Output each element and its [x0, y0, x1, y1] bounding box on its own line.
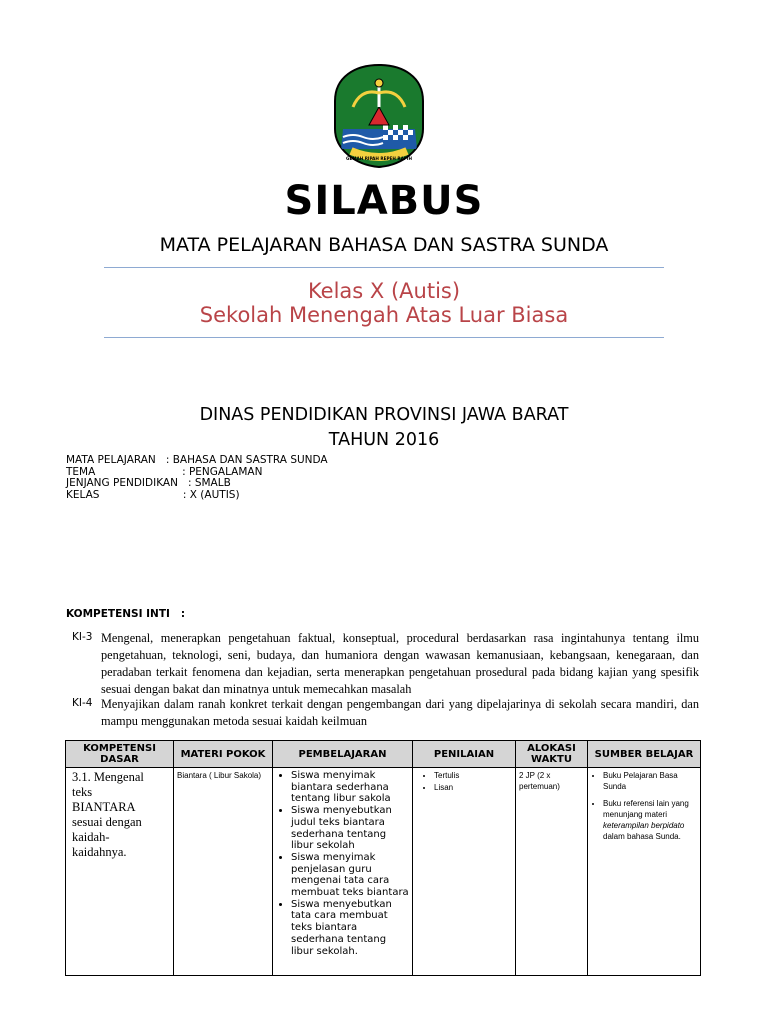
list-item: • Siswa menyimak penjelasan guru mengenai tata cara membuat teks biantara — [291, 852, 409, 899]
info-row: MATA PELAJARAN : BAHASA DAN SASTRA SUNDA — [66, 454, 328, 466]
department-label: DINAS PENDIDIKAN PROVINSI JAWA BARAT — [199, 405, 569, 425]
table-row — [66, 768, 701, 976]
divider-bottom — [104, 337, 664, 338]
info-row: JENJANG PENDIDIKAN : SMALB — [66, 477, 231, 489]
main-material-cell: Biantara ( Libur Sakola) — [174, 768, 273, 976]
column-header: SUMBER BELAJAR — [588, 741, 701, 768]
info-row: KELAS : X (AUTIS) — [66, 488, 240, 501]
ki-text: Menyajikan dalam ranah konkret terkait dengan pengembangan dari yang dipelajarinya di sekolah secara mandiri, dan mampu menggunakan metoda sesuai kaidah keilmuan — [101, 697, 699, 728]
school-label: Sekolah Menengah Atas Luar Biasa — [199, 303, 569, 327]
time-allocation-cell: 2 JP (2 x pertemuan) — [516, 768, 588, 976]
ki-code: KI-3 — [72, 631, 93, 643]
seal-motto: GEMAH RIPAH REPEH RAPIH — [346, 156, 412, 161]
list-item: • Buku referensi lain yang menunjang materi keterampilan berpidato dalam bahasa Sunda. — [603, 798, 697, 842]
syllabus-table — [65, 740, 701, 976]
class-label: Kelas X (Autis) — [307, 279, 461, 303]
subject-info-block — [66, 455, 328, 501]
list-item: • Siswa menyimak biantara sederhana tentang libur sakola — [291, 770, 409, 805]
core-competence-heading: KOMPETENSI INTI : — [66, 608, 186, 620]
document-subtitle: MATA PELAJARAN BAHASA DAN SASTRA SUNDA — [159, 234, 609, 256]
column-header: KOMPETENSI DASAR — [66, 741, 174, 768]
column-header: ALOKASI WAKTU — [516, 741, 588, 768]
divider-top — [104, 267, 664, 268]
table-header-row — [66, 741, 701, 768]
list-item: • Siswa menyebutkan tata cara membuat teks biantara sederhana tentang libur sekolah. — [291, 899, 409, 958]
ki-code: KI-4 — [72, 697, 93, 709]
list-item: • Lisan — [434, 782, 512, 793]
list-item: • Tertulis — [434, 770, 512, 781]
column-header: PENILAIAN — [413, 741, 516, 768]
west-java-seal-logo — [333, 63, 425, 169]
assessment-cell — [413, 768, 516, 976]
info-row: TEMA : PENGALAMAN — [66, 465, 263, 478]
document-title: SILABUS — [284, 178, 484, 224]
list-item: • Buku Pelajaran Basa Sunda — [603, 770, 697, 792]
basic-competence-cell: 3.1. Mengenal teks BIANTARA sesuai dengan kaidah-kaidahnya. — [66, 768, 174, 976]
year-label: TAHUN 2016 — [328, 430, 440, 450]
ki-text: Mengenal, menerapkan pengetahuan faktual, konseptual, procedural berdasarkan rasa ingintahunya tentang ilmu pengetahuan, teknologi, seni, budaya, dan humaniora dengan wawasan kemanusiaan, kebangsaan, kenegaraan, dan peradaban terkait fenomena dan kejadian, serta menerapkan pengetahuan prosedural pada bidang kajian yang spesifik sesuai dengan bakat dan minatnya untuk memecahkan masalah — [101, 631, 699, 696]
list-item: • Siswa menyebutkan judul teks biantara sederhana tentang libur sekolah — [291, 805, 409, 852]
learning-cell — [273, 768, 413, 976]
column-header: PEMBELAJARAN — [273, 741, 413, 768]
column-header: MATERI POKOK — [174, 741, 273, 768]
learning-sources-cell — [588, 768, 701, 976]
